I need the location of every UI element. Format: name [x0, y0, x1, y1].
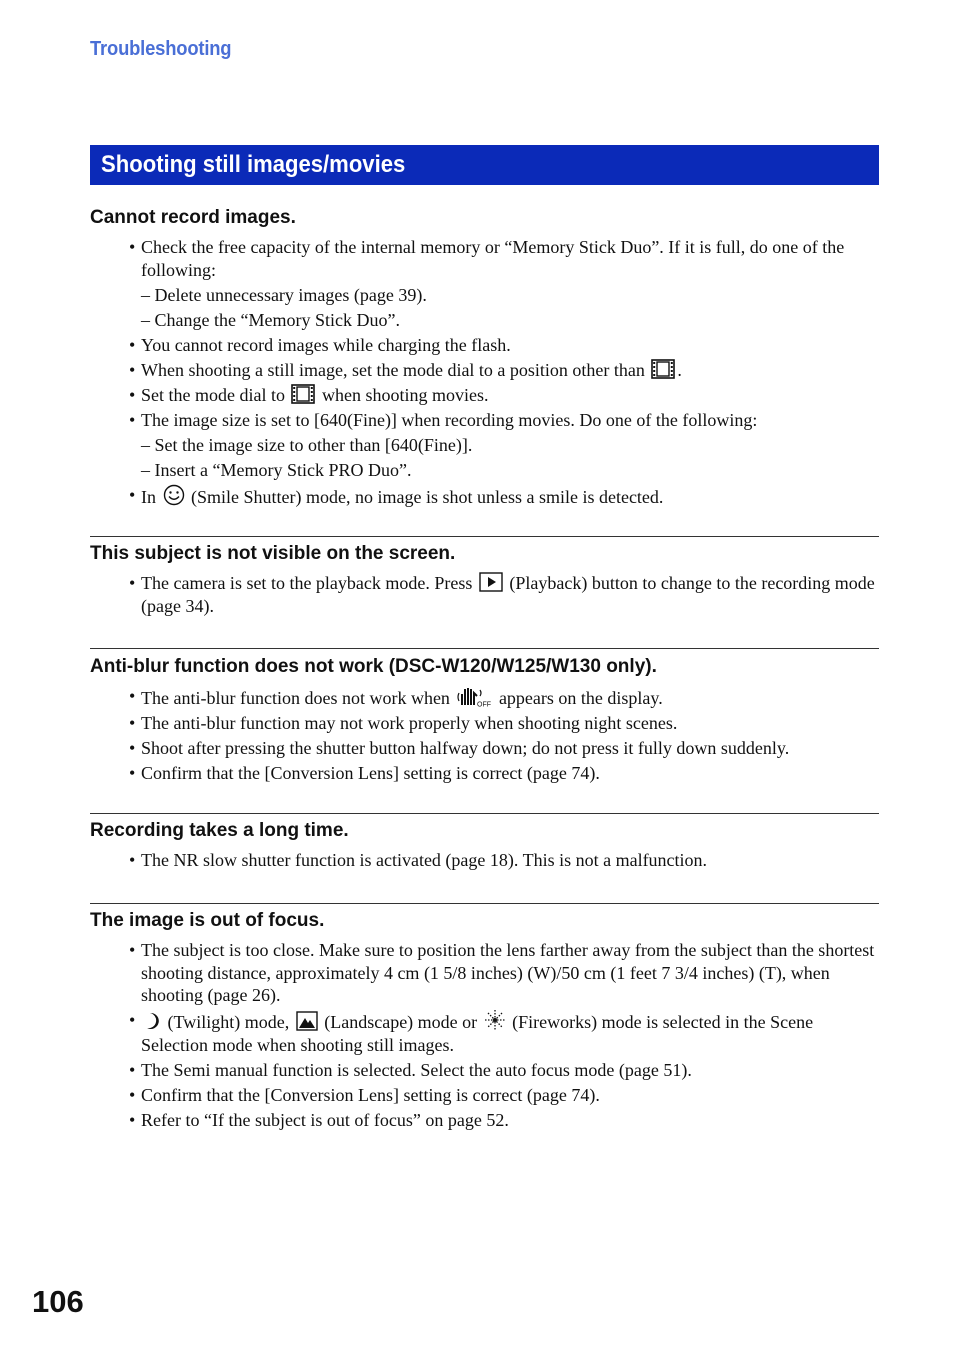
list-item: • The anti-blur function does not work when OFF appears on the display. — [129, 686, 663, 708]
list-item: • In (Smile Shutter) mode, no image is shot unless a smile is detected. — [129, 484, 664, 507]
smile-shutter-icon — [163, 484, 185, 506]
list-subitem: – Change the “Memory Stick Duo”. — [141, 309, 400, 330]
list-item: • When shooting a still image, set the mode dial to a position other than . — [129, 359, 682, 380]
list-item: • Shoot after pressing the shutter button halfway down; do not press it fully down suddenly. — [129, 738, 790, 758]
section-anti-blur — [90, 655, 879, 787]
list-item: • Check the free capacity of the internal memory or “Memory Stick Duo”. If it is full, do one of the following: — [129, 237, 845, 280]
section-heading: This subject is not visible on the screen. — [90, 543, 456, 564]
list-item: • The subject is too close. Make sure to position the lens farther away from the subject than the shortest shooting distance, approximately 4 cm (1 5/8 inches) (W)/50 cm (1 feet 7 3/4 inches) (T), when shooting (page 26). — [129, 940, 875, 1005]
list-item: • Confirm that the [Conversion Lens] setting is correct (page 74). — [129, 1084, 600, 1105]
section-not-visible — [90, 542, 879, 620]
list-item: • Set the mode dial to when shooting movies. — [129, 384, 489, 405]
section-heading: The image is out of focus. — [90, 910, 325, 931]
running-header: Troubleshooting — [90, 38, 232, 60]
section-out-of-focus — [90, 909, 879, 1134]
list-item: • You cannot record images while charging the flash. — [129, 334, 511, 355]
twilight-moon-icon — [143, 1011, 161, 1031]
divider — [90, 813, 879, 814]
divider — [90, 536, 879, 537]
page-number: 106 — [32, 1284, 84, 1319]
section-heading: Recording takes a long time. — [90, 820, 349, 841]
list-item: • The camera is set to the playback mode. Press (Playback) button to change to the recording mode (page 34). — [129, 573, 875, 616]
section-cannot-record — [90, 206, 879, 511]
landscape-icon — [296, 1011, 318, 1031]
svg-text:OFF: OFF — [477, 701, 492, 707]
list-item: • The anti-blur function may not work properly when shooting night scenes. — [129, 713, 678, 733]
movie-mode-icon — [651, 359, 675, 379]
list-item: • Refer to “If the subject is out of focus” on page 52. — [129, 1109, 509, 1130]
list-subitem: – Insert a “Memory Stick PRO Duo”. — [141, 459, 412, 480]
section-heading: Anti-blur function does not work (DSC-W120/W125/W130 only). — [90, 656, 657, 677]
list-item: • Confirm that the [Conversion Lens] setting is correct (page 74). — [129, 763, 600, 783]
playback-button-icon — [479, 572, 503, 592]
list-item: • The Semi manual function is selected. Select the auto focus mode (page 51). — [129, 1059, 692, 1080]
list-item: • The image size is set to [640(Fine)] when recording movies. Do one of the following: — [129, 409, 758, 430]
list-item: • The NR slow shutter function is activated (page 18). This is not a malfunction. — [129, 850, 708, 870]
section-banner — [90, 145, 879, 185]
list-subitem: – Set the image size to other than [640(Fine)]. — [141, 434, 473, 455]
divider — [90, 903, 879, 904]
banner-title: Shooting still images/movies — [101, 151, 406, 178]
fireworks-icon — [484, 1009, 506, 1031]
anti-blur-off-icon — [456, 685, 492, 707]
section-heading: Cannot record images. — [90, 207, 296, 228]
divider — [90, 648, 879, 649]
movie-mode-icon — [291, 384, 315, 404]
section-long-time — [90, 819, 879, 874]
list-subitem: – Delete unnecessary images (page 39). — [141, 284, 427, 305]
list-item: • (Twilight) mode, (Landscape) mode or (Fireworks) mode is selected in the Scene Selection mode when shooting still images. — [129, 1010, 814, 1055]
